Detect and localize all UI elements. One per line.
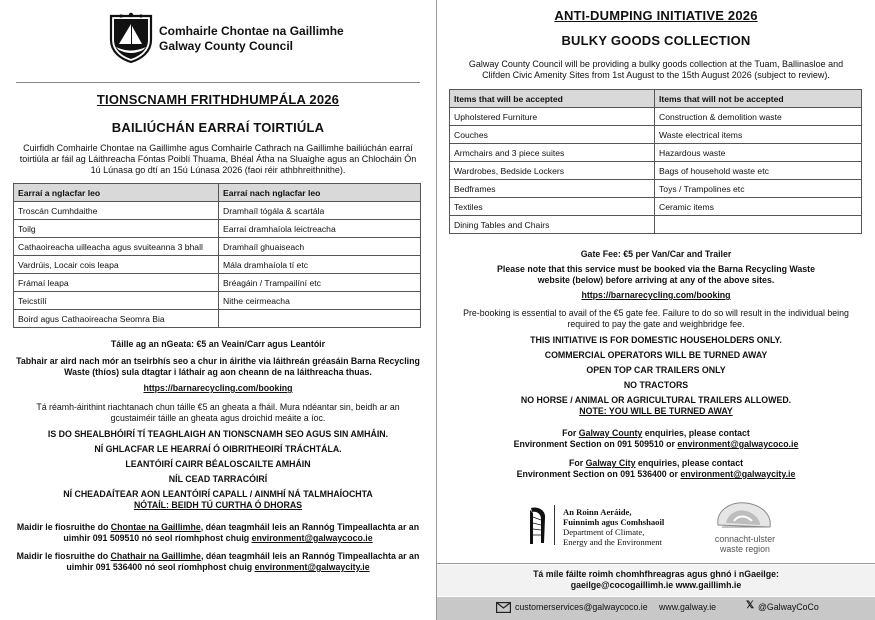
county-contact-text: For [562,428,579,438]
city-email-link[interactable]: environment@galwaycity.ie [254,562,370,572]
page-subtitle: BAILIÚCHÁN EARRAÍ TOIRTIÚLA [111,120,325,135]
county-contact-text: Maidir le fiosruithe do [16,522,111,532]
rule-line: THIS INITIATIVE IS FOR DOMESTIC HOUSEHOLDERS ONLY. [530,335,782,345]
harp-icon [527,505,549,547]
county-contact-text: , déan teagmháil leis an Rannóg Timpeallachta ar an [200,522,420,532]
city-link: Chathair na Gaillimhe [110,551,201,561]
page-subtitle-en: BULKY GOODS COLLECTION [561,33,751,48]
table-row [450,162,862,180]
county-email-link[interactable]: environment@galwaycoco.ie [677,439,799,449]
table-cell: Ceramic items [655,198,862,216]
waste-region-line: connacht-ulster [714,534,776,544]
city-contact-text: , déan teagmháil leis an Rannóg Timpeallachta ar an [200,551,420,561]
accepted-header: Earraí a nglacfar leo [14,184,219,202]
prebook-note-line: Tá réamh-áirithint riachtanach chun táille €5 an gheata a fháil. Mura ndéantar sin, beidh ar an [36,402,400,412]
waste-region-line: waste region [720,544,770,554]
intro-text [14,143,422,176]
waste-region-text [705,534,785,554]
footer-x-handle[interactable]: @GalwayCoCo [758,602,819,612]
county-email-link[interactable]: environment@galwaycoco.ie [251,533,373,543]
table-row [450,144,862,162]
irish-column [0,0,436,620]
county-phone-text: uimhir 091 509510 nó seol ríomhphost chuig [63,533,252,543]
table-row [14,292,421,310]
dept-line: Fuinnimh agus Comhshaoil [563,517,665,527]
table-row [450,126,862,144]
dept-logo-rule [554,505,555,545]
council-crest-icon [107,12,155,64]
city-contact-text: For [568,458,586,468]
county-link: Galway County [578,428,643,438]
city-phone-text: Environment Section on 091 536400 or [516,469,681,479]
table-row [450,180,862,198]
gate-fee: Táille ag an nGeata: €5 an Veain/Carr agus Leantóir [110,339,326,349]
prebook-note-line: required to pay the gate and weighbridge fee. [567,319,745,329]
county-contact [0,522,436,533]
header-rule [16,82,420,83]
mail-icon [496,602,511,613]
dept-line: An Roinn Aeráide, [563,507,632,517]
page-title-en: ANTI-DUMPING INITIATIVE 2026 [554,8,758,23]
table-cell: Toilg [14,220,219,238]
table-row [450,108,862,126]
waste-region-logo-icon [712,497,778,533]
council-name [159,24,344,54]
table-cell: Upholstered Furniture [450,108,655,126]
prebook-note-line: gcustaiméir táille an gheata agus droichid meáite a íoc. [110,413,326,423]
city-link: Galway City [585,458,636,468]
table-cell: Frámaí leapa [14,274,219,292]
intro-line: toirtiúla ar fáil ag Láithreacha Fóntas Poiblí Thuama, Bhéal Átha na Sluaighe agus an Chlocháin Ón [19,154,417,164]
booking-note-line: website (below) before arriving at any of the above sites. [537,275,775,285]
county-contact-line2 [0,533,436,544]
city-contact-text: enquiries, please contact [635,458,744,468]
city-contact [0,551,436,562]
rule-line: NO TRACTORS [623,380,689,390]
city-email-link[interactable]: environment@galwaycity.ie [680,469,796,479]
rule-line: COMMERCIAL OPERATORS WILL BE TURNED AWAY [544,350,768,360]
table-cell: Toys / Trampolines etc [655,180,862,198]
table-cell: Wardrobes, Bedside Lockers [450,162,655,180]
county-contact-text: enquiries, please contact [642,428,750,438]
table-cell [219,310,421,328]
table-row [14,238,421,256]
table-row [14,274,421,292]
rule-line: NÍL CEAD TARRACÓIRÍ [168,474,268,484]
table-cell: Bags of household waste etc [655,162,862,180]
table-cell: Bréagáin / Trampailíní etc [219,274,421,292]
intro-line: Clifden Civic Amenity Sites from 1st August to the 15th August 2026 (subject to review). [482,70,830,80]
intro-line: Galway County Council will be providing a bulky goods collection at the Tuam, Ballinasloe and [468,59,844,69]
city-contact-en [437,458,875,469]
table-cell: Teicstílí [14,292,219,310]
table-cell: Bedframes [450,180,655,198]
accepted-header: Items that will be accepted [450,90,655,108]
rule-line: NO HORSE / ANIMAL OR AGRICULTURAL TRAILERS ALLOWED. [520,395,792,405]
county-link: Chontae na Gaillimhe [110,522,201,532]
prebook-note-line: Pre-booking is essential to avail of the €5 gate fee. Failure to do so will result in the individual being [463,308,849,318]
booking-link-en[interactable]: https://barnarecycling.com/booking [581,290,731,300]
table-cell: Dining Tables and Chairs [450,216,655,234]
rule-line: OPEN TOP CAR TRAILERS ONLY [586,365,726,375]
booking-note-line: Tabhair ar aird nach mór an tseirbhís seo a chur in áirithe via láithreán gréasáin Barna Recycling [16,356,420,366]
booking-link[interactable]: https://barnarecycling.com/booking [143,383,293,393]
booking-note-line: Please note that this service must be booked via the Barna Recycling Waste [497,264,815,274]
table-cell: Boird agus Cathaoireacha Seomra Bia [14,310,219,328]
table-cell: Textiles [450,198,655,216]
dept-line: Energy and the Environment [563,537,662,547]
items-table-en [449,89,862,234]
table-cell: Waste electrical items [655,126,862,144]
council-name-ga: Comhairle Chontae na Gaillimhe [159,24,344,38]
turned-away-note: NÓTAÍL: BEIDH TÚ CURTHA Ó DHORAS [133,500,303,510]
county-contact-en [437,428,875,439]
rule-line: NÍ GHLACFAR LE HEARRAÍ Ó OIBRITHEOIRÍ TRÁCHTÁLA. [94,444,342,454]
table-row [14,310,421,328]
dept-line: Department of Climate, [563,527,645,537]
table-cell: Earraí dramhaíola leictreacha [219,220,421,238]
city-contact-line2 [0,562,436,573]
table-cell: Troscán Cumhdaithe [14,202,219,220]
table-cell: Cathaoireacha uilleacha agus svuiteanna 3 bhall [14,238,219,256]
county-contact-line2-en [437,439,875,450]
table-cell: Dramhaíl ghuaiseach [219,238,421,256]
council-name-en: Galway County Council [159,39,294,53]
table-row [450,216,862,234]
rule-line: IS DO SHEALBHÓIRÍ TÍ TEAGHLAIGH AN TIONSCNAMH SEO AGUS SIN AMHÁIN. [47,429,389,439]
x-logo-icon: 𝕏 [746,600,755,611]
table-header-row [450,90,862,108]
intro-text-en [447,59,865,81]
items-table [13,183,421,328]
english-column [437,0,875,620]
table-cell: Armchairs and 3 piece suites [450,144,655,162]
gate-fee-en: Gate Fee: €5 per Van/Car and Trailer [580,249,732,259]
dept-logo-text [563,507,664,547]
city-contact-text: Maidir le fiosruithe do [16,551,111,561]
table-cell: Mála dramhaíola tí etc [219,256,421,274]
table-row [14,220,421,238]
council-logo [107,12,367,68]
table-cell: Couches [450,126,655,144]
table-cell: Vardrúis, Locair cois leapa [14,256,219,274]
bottom-rule [437,563,875,564]
table-cell [655,216,862,234]
table-header-row [14,184,421,202]
intro-line: Cuirfidh Comhairle Chontae na Gaillimhe agus Comhairle Cathrach na Gaillimhe bailiúchán earraí [23,143,413,153]
rule-line: NÍ CHEADAÍTEAR AON LEANTÓIRÍ CAPALL / AINMHÍ NÁ TALMHAÍOCHTA [63,489,373,499]
table-cell: Construction & demolition waste [655,108,862,126]
gaeilge-text [437,569,875,591]
table-row [14,202,421,220]
table-cell: Nithe ceirmeacha [219,292,421,310]
city-phone-text: uimhir 091 536400 nó seol ríomhphost chuig [66,562,255,572]
turned-away-note-en: NOTE: YOU WILL BE TURNED AWAY [579,406,733,416]
table-row [450,198,862,216]
gaeilge-contacts: gaeilge@cocogaillimh.ie www.gaillimh.ie [570,580,742,590]
page-title: TIONSCNAMH FRITHDHUMPÁLA 2026 [96,92,340,107]
booking-note-line: Waste (thíos) sula dtagtar i láthair ag aon cheann de na láithreacha thuas. [64,367,372,377]
table-row [14,256,421,274]
not-accepted-header: Items that will not be accepted [655,90,862,108]
intro-line: 1ú Lúnasa go dtí an 15ú Lúnasa 2026 (faoi réir athbhreithnithe). [90,165,346,175]
gaeilge-line: Tá míle fáilte roimh chomhfhreagras agus ghnó i nGaeilge: [533,569,779,579]
footer-web[interactable]: www.galway.ie [659,602,717,612]
gaeilge-band [437,565,875,596]
county-phone-text: Environment Section on 091 509510 or [513,439,678,449]
not-accepted-header: Earraí nach nglacfar leo [219,184,421,202]
table-cell: Hazardous waste [655,144,862,162]
rule-line: LEANTÓIRÍ CAIRR BÉALOSCAILTE AMHÁIN [125,459,311,469]
table-cell: Dramhaíl tógála & scartála [219,202,421,220]
footer-email[interactable]: customerservices@galwaycoco.ie [515,602,648,612]
city-contact-line2-en [437,469,875,480]
